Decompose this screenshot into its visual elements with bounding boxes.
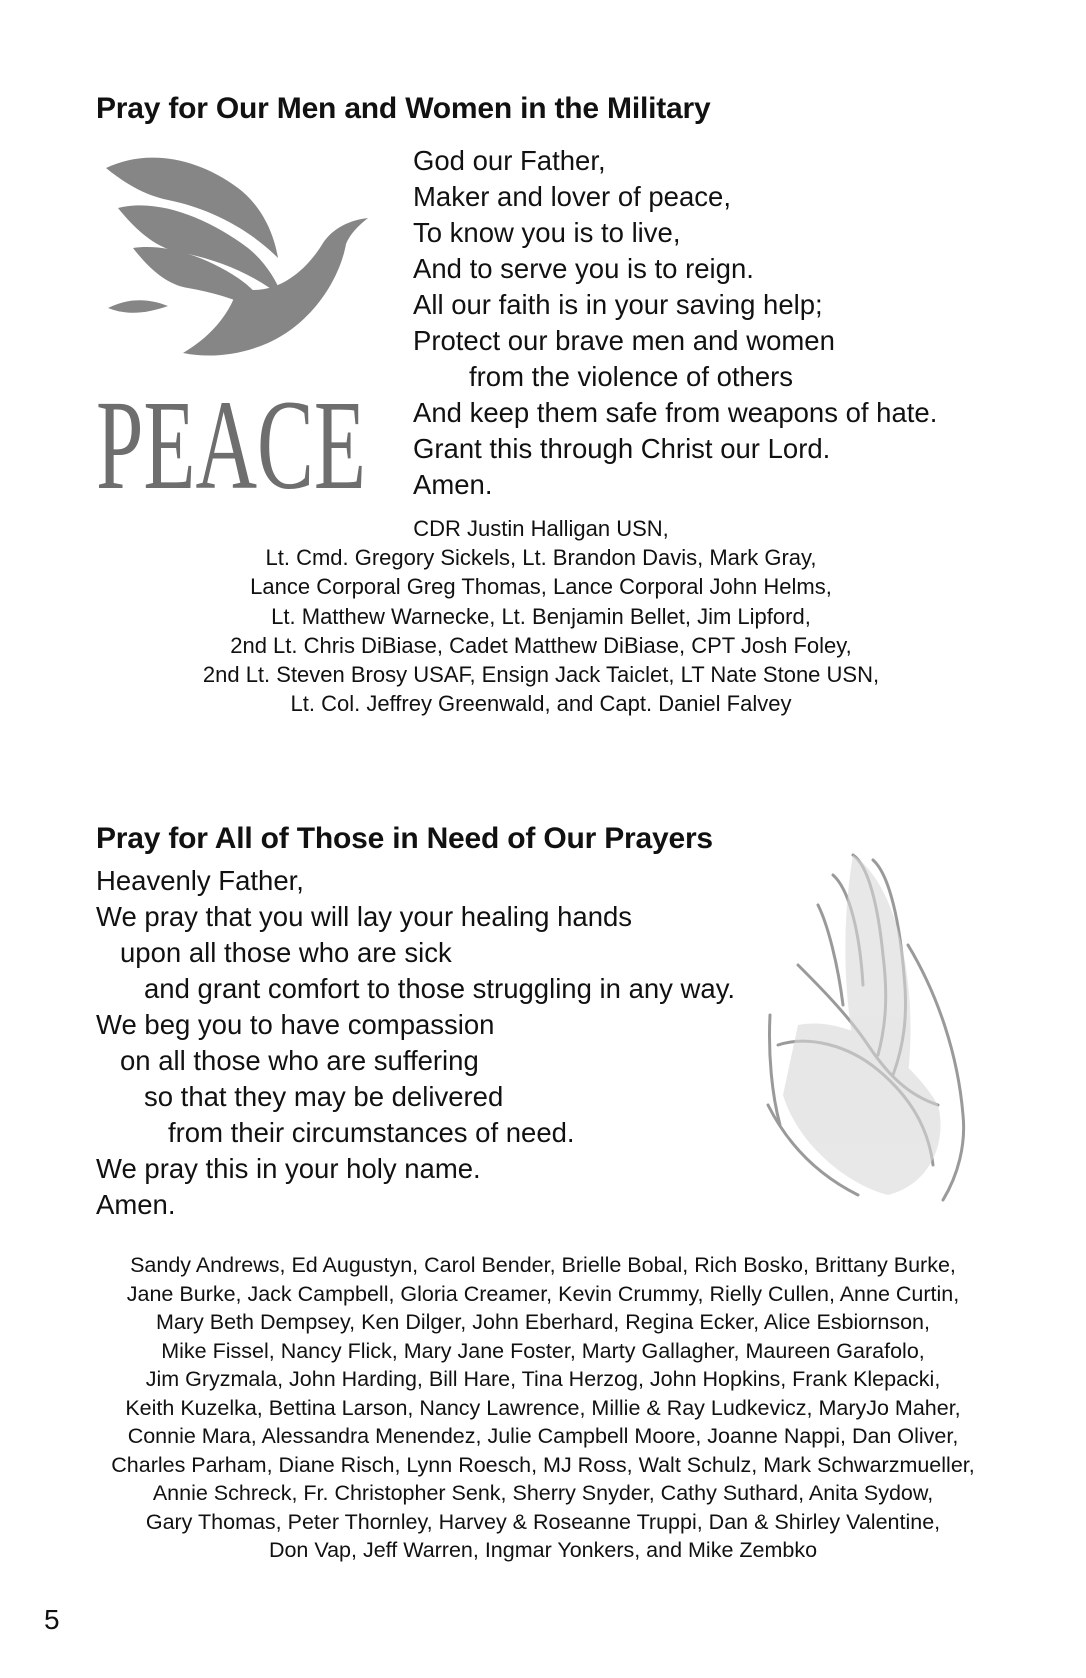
names-line: Mike Fissel, Nancy Flick, Mary Jane Foster, Marty Gallagher, Maureen Garafolo, (161, 1338, 925, 1363)
prayer-line: on all those who are suffering (120, 1045, 479, 1076)
prayer-line: Amen. (413, 469, 493, 500)
prayer-line: And keep them safe from weapons of hate. (413, 397, 938, 428)
peace-emblem-text: PEACE (96, 374, 366, 508)
prayer-line: Heavenly Father, (96, 865, 304, 896)
heading-military: Pray for Our Men and Women in the Military (96, 92, 711, 125)
names-line: Keith Kuzelka, Bettina Larson, Nancy Lawrence, Millie & Ray Ludkevicz, MaryJo Maher, (125, 1395, 961, 1420)
names-line: Lt. Cmd. Gregory Sickels, Lt. Brandon Davis, Mark Gray, (265, 545, 817, 571)
prayer-line: God our Father, (413, 145, 606, 176)
prayer-line: We beg you to have compassion (96, 1009, 495, 1040)
prayer-line: Amen. (96, 1189, 176, 1220)
prayer-line: To know you is to live, (413, 217, 681, 248)
prayer-line: Grant this through Christ our Lord. (413, 433, 831, 464)
names-line: Annie Schreck, Fr. Christopher Senk, Sherry Snyder, Cathy Suthard, Anita Sydow, (152, 1481, 934, 1505)
prayer-line: from the violence of others (469, 361, 794, 392)
prayer-line: And to serve you is to reign. (413, 253, 754, 284)
page-number: 5 (44, 1604, 60, 1635)
those-in-need-names-list (30, 1251, 1056, 1565)
names-line: Lance Corporal Greg Thomas, Lance Corporal John Helms, (250, 574, 832, 600)
peace-dove-illustration (88, 148, 378, 508)
prayer-line: All our faith is in your saving help; (413, 289, 823, 320)
names-line: Jane Burke, Jack Campbell, Gloria Creamer, Kevin Crummy, Rielly Cullen, Anne Curtin, (126, 1281, 960, 1306)
dove-icon (106, 158, 368, 356)
names-line: Sandy Andrews, Ed Augustyn, Carol Bender, Brielle Bobal, Rich Bosko, Brittany Burke, (130, 1253, 956, 1277)
names-line: CDR Justin Halligan USN, (413, 516, 669, 541)
names-line: Connie Mara, Alessandra Menendez, Julie Campbell Moore, Joanne Nappi, Dan Oliver, (127, 1424, 959, 1448)
prayer-line: from their circumstances of need. (168, 1117, 575, 1148)
names-line: Mary Beth Dempsey, Ken Dilger, John Eberhard, Regina Ecker, Alice Esbiornson, (156, 1310, 930, 1334)
names-line: 2nd Lt. Steven Brosy USAF, Ensign Jack Taiclet, LT Nate Stone USN, (202, 662, 880, 688)
praying-hands-illustration (758, 845, 988, 1215)
names-line: Gary Thomas, Peter Thornley, Harvey & Roseanne Truppi, Dan & Shirley Valentine, (145, 1509, 941, 1534)
prayer-line: We pray that you will lay your healing hands (96, 901, 633, 932)
military-names-list (96, 514, 986, 718)
names-line: Lt. Matthew Warnecke, Lt. Benjamin Bellet, Jim Lipford, (271, 603, 811, 629)
heading-those-in-need: Pray for All of Those in Need of Our Prayers (96, 822, 713, 855)
names-line: Lt. Col. Jeffrey Greenwald, and Capt. Daniel Falvey (290, 691, 792, 717)
prayer-those-in-need (96, 863, 735, 1223)
names-line: Jim Gryzmala, John Harding, Bill Hare, Tina Herzog, John Hopkins, Frank Klepacki, (145, 1367, 941, 1391)
prayer-military (413, 143, 937, 503)
prayer-line: upon all those who are sick (120, 937, 452, 968)
prayer-line: and grant comfort to those struggling in any way. (144, 973, 736, 1004)
names-line: Don Vap, Jeff Warren, Ingmar Yonkers, and Mike Zembko (268, 1538, 818, 1562)
prayer-line: We pray this in your holy name. (96, 1153, 481, 1184)
prayer-line: Maker and lover of peace, (413, 181, 731, 212)
prayer-line: so that they may be delivered (144, 1081, 504, 1112)
prayer-line: Protect our brave men and women (413, 325, 835, 356)
names-line: Charles Parham, Diane Risch, Lynn Roesch, MJ Ross, Walt Schulz, Mark Schwarzmueller, (111, 1452, 975, 1477)
names-line: 2nd Lt. Chris DiBiase, Cadet Matthew DiBiase, CPT Josh Foley, (230, 632, 852, 658)
